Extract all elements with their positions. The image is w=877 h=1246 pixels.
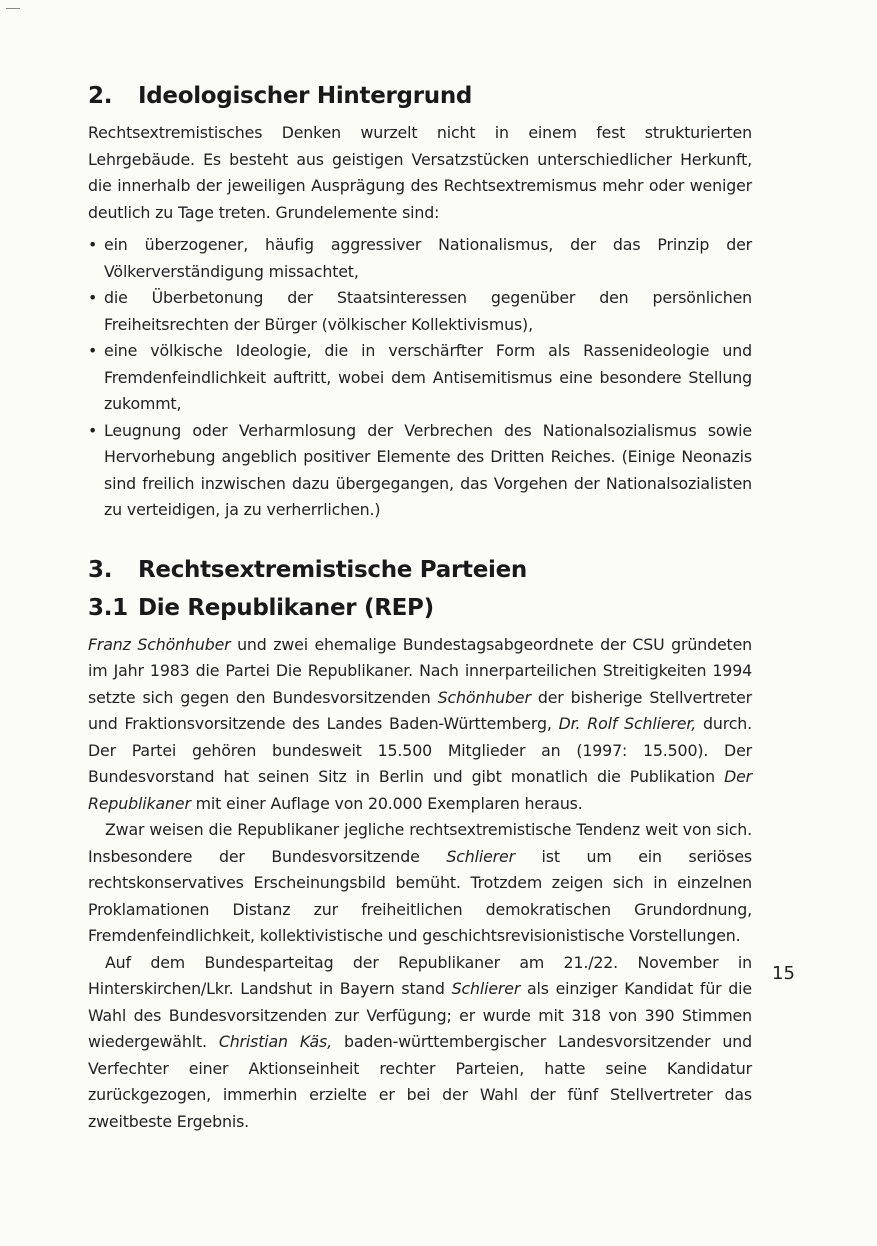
person-name: Dr. Rolf Schlierer, [558,714,697,733]
paragraph-text: baden-württembergischer Landesvorsitzender und Verfechter einer Aktionseinheit rechter Parteien, hatte seine Kandidatur zurückgezogen, immerhin erzielte er bei der Wahl der fünf Stellvertreter das zweitbeste Ergebnis. [88,1032,752,1131]
section-3-1-title: Die Republikaner (REP) [138,594,434,621]
person-name: Franz Schönhuber [88,634,231,654]
bullet-item [88,338,752,418]
bullet-item [88,285,752,338]
paragraph-text: und zwei ehemalige Bundestagsabgeordnete der CSU gründeten im Jahr 1983 die Partei Die Republikaner. Nach innerparteilichen Streitigkeiten 1994 setzte sich gegen den Bundesvorsitzenden [88,634,752,707]
bullet-text: Leugnung oder Verharmlosung der Verbrechen des Nationalsozialismus sowie Hervorhebung angeblich positiver Elemente des Dritten Reiches. (Einige Neonazis sind freilich inzwischen dazu übergegangen, das Vorgehen der Nationalsozialisten zu verteidigen, ja zu verherrlichen.) [104,420,752,519]
section-3-1-heading [88,592,752,624]
bullet-item [88,418,752,524]
paragraph-text: durch. Der Partei gehören bundesweit 15.500 Mitglieder an (1997: 15.500). Der Bundesvorstand hat seinen Sitz in Berlin und gibt monatlich die Publikation [88,714,752,786]
page-number: 15 [772,963,795,984]
section-3-heading [88,554,752,586]
section-2-title: Ideologischer Hintergrund [138,83,473,109]
bullet-text: ein überzogener, häufig aggressiver Nationalismus, der das Prinzip der Völkerverständigung missachtet, [104,235,752,281]
paragraph-text: Zwar weisen die Republikaner jegliche rechtsextremistische Tendenz weit von sich. Insbesondere der Bundesvorsitzende [88,820,752,866]
republikaner-paragraph-3 [88,950,752,1136]
bullet-icon: • [88,288,98,307]
person-name: Schlierer [451,979,521,998]
bullet-icon: • [88,235,98,254]
person-name: Schlierer [446,846,515,866]
publication-title: Der Republikaner [88,767,752,813]
section-2-heading [88,80,752,112]
section-3-1-number: 3.1 [88,594,128,621]
paragraph-text: Auf dem Bundesparteitag der Republikaner am 21./22. November in Hinterskirchen/Lkr. Landshut in Bayern stand [88,952,752,998]
republikaner-paragraph-1 [88,632,752,818]
bullet-text: eine völkische Ideologie, die in verschärfter Form als Rassenideologie und Fremdenfeindlichkeit auftritt, wobei dem Antisemitismus eine besondere Stellung zukommt, [104,341,752,413]
paragraph-text: mit einer Auflage von 20.000 Exemplaren heraus. [190,793,583,813]
person-name: Schönhuber [437,687,531,707]
bullet-icon: • [88,420,98,440]
bullet-item [88,232,752,285]
paragraph-text: als einziger Kandidat für die Wahl des Bundesvorsitzenden zur Verfügung; er wurde mit 318 von 390 Stimmen wiedergewählt. [88,979,752,1051]
page-content [88,80,752,1135]
republikaner-paragraph-2 [88,817,752,950]
scan-corner-mark [6,8,20,9]
section-2-bullet-list [88,232,752,524]
section-3-title: Rechtsextremistische Parteien [138,556,527,583]
person-name: Christian Käs, [218,1032,332,1051]
paragraph-text: ist um ein seriöses rechtskonservatives Erscheinungsbild bemüht. Trotzdem zeigen sich in einzelnen Proklamationen Distanz zur freiheitlichen demokratischen Grundordnung, Fremdenfeindlichkeit, kollektivistische und geschichtsrevisionistische Vorstellungen. [88,846,752,945]
bullet-icon: • [88,341,98,360]
section-3-number: 3. [88,556,113,583]
section-2-number: 2. [88,83,113,109]
bullet-text: die Überbetonung der Staatsinteressen gegenüber den persönlichen Freiheitsrechten der Bürger (völkischer Kollektivismus), [104,288,752,334]
paragraph-text: der bisherige Stellvertreter und Fraktionsvorsitzende des Landes Baden-Württemberg, [88,687,752,733]
section-2-intro: Rechtsextremistisches Denken wurzelt nicht in einem fest strukturierten Lehrgebäude. Es besteht aus geistigen Versatzstücken unterschiedlicher Herkunft, die innerhalb der jeweiligen Ausprägung des Rechtsextremismus mehr oder weniger deutlich zu Tage treten. Grundelemente sind: [88,123,752,222]
